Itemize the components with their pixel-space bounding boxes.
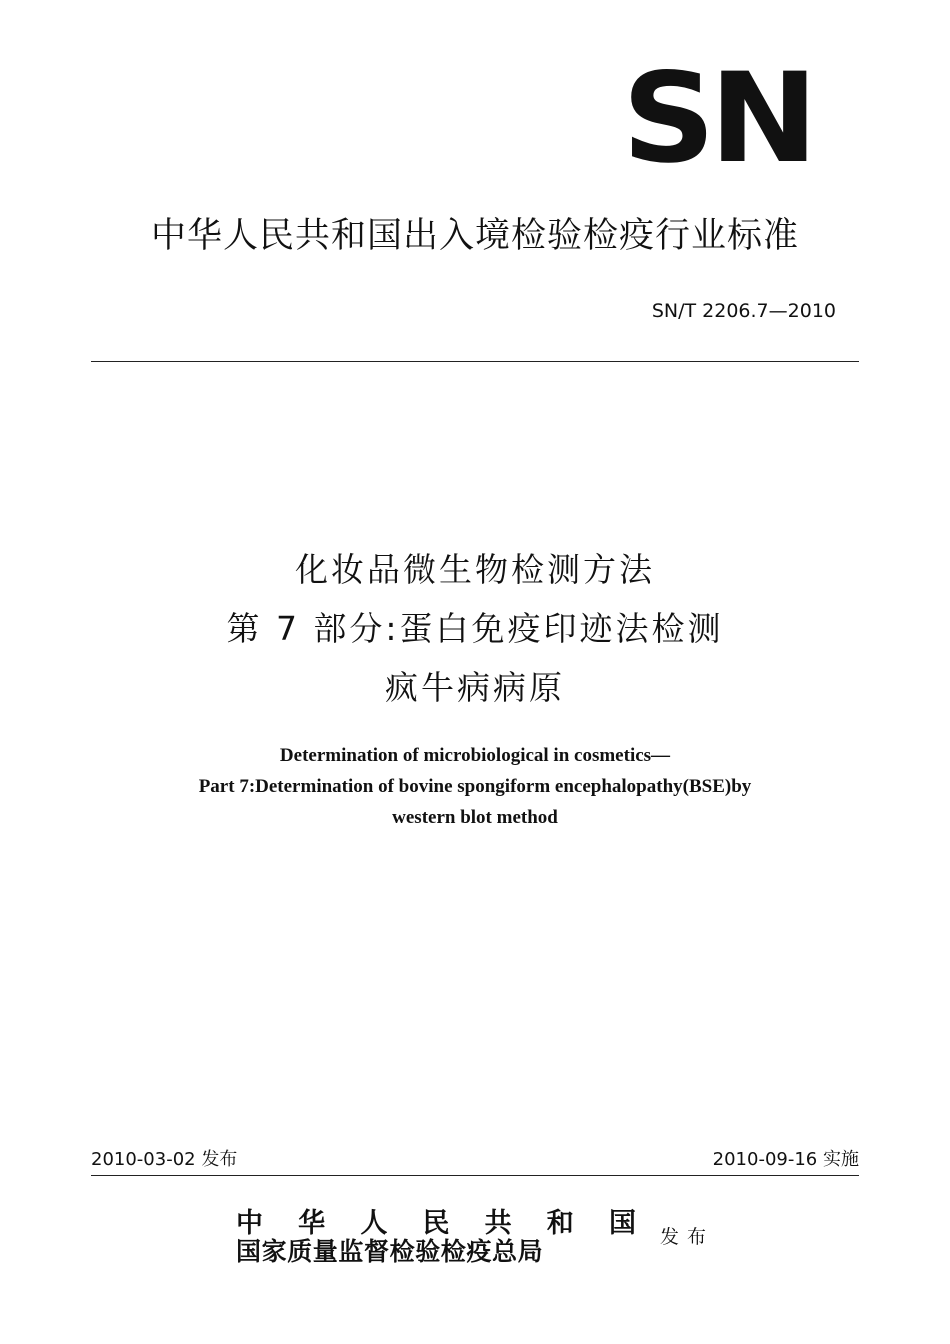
sn-logo: SN: [621, 47, 812, 191]
publisher-char: 和: [546, 1208, 574, 1239]
publisher-char: 共: [484, 1208, 512, 1239]
publisher-char: 中: [236, 1208, 263, 1239]
title-cn-line-3: 疯牛病病原: [385, 668, 565, 707]
issue-date: 2010-03-02 发布: [91, 1149, 238, 1170]
title-en-line-1: Determination of microbiological in cosmetics—: [279, 745, 671, 766]
implement-date: 2010-09-16 实施: [712, 1149, 859, 1170]
publisher-line-2: 国家质量监督检验检疫总局: [236, 1237, 544, 1266]
bottom-divider: [91, 1175, 859, 1176]
top-divider: [91, 361, 859, 362]
standard-number: SN/T 2206.7—2010: [651, 300, 836, 322]
title-en-line-3: western blot method: [392, 807, 558, 828]
publisher-char: 华: [298, 1208, 326, 1239]
publisher-char: 民: [422, 1208, 450, 1239]
standard-category: 中华人民共和国出入境检验检疫行业标准: [150, 216, 799, 256]
publisher-char: 国: [608, 1208, 636, 1239]
title-cn-line-2: 第 7 部分:蛋白免疫印迹法检测: [226, 609, 724, 648]
publisher-char: 人: [360, 1208, 388, 1239]
publish-action: 发布: [660, 1226, 715, 1248]
title-cn-line-1: 化妆品微生物检测方法: [295, 550, 655, 589]
title-en-line-2: Part 7:Determination of bovine spongiform encephalopathy(BSE)by: [198, 776, 752, 797]
